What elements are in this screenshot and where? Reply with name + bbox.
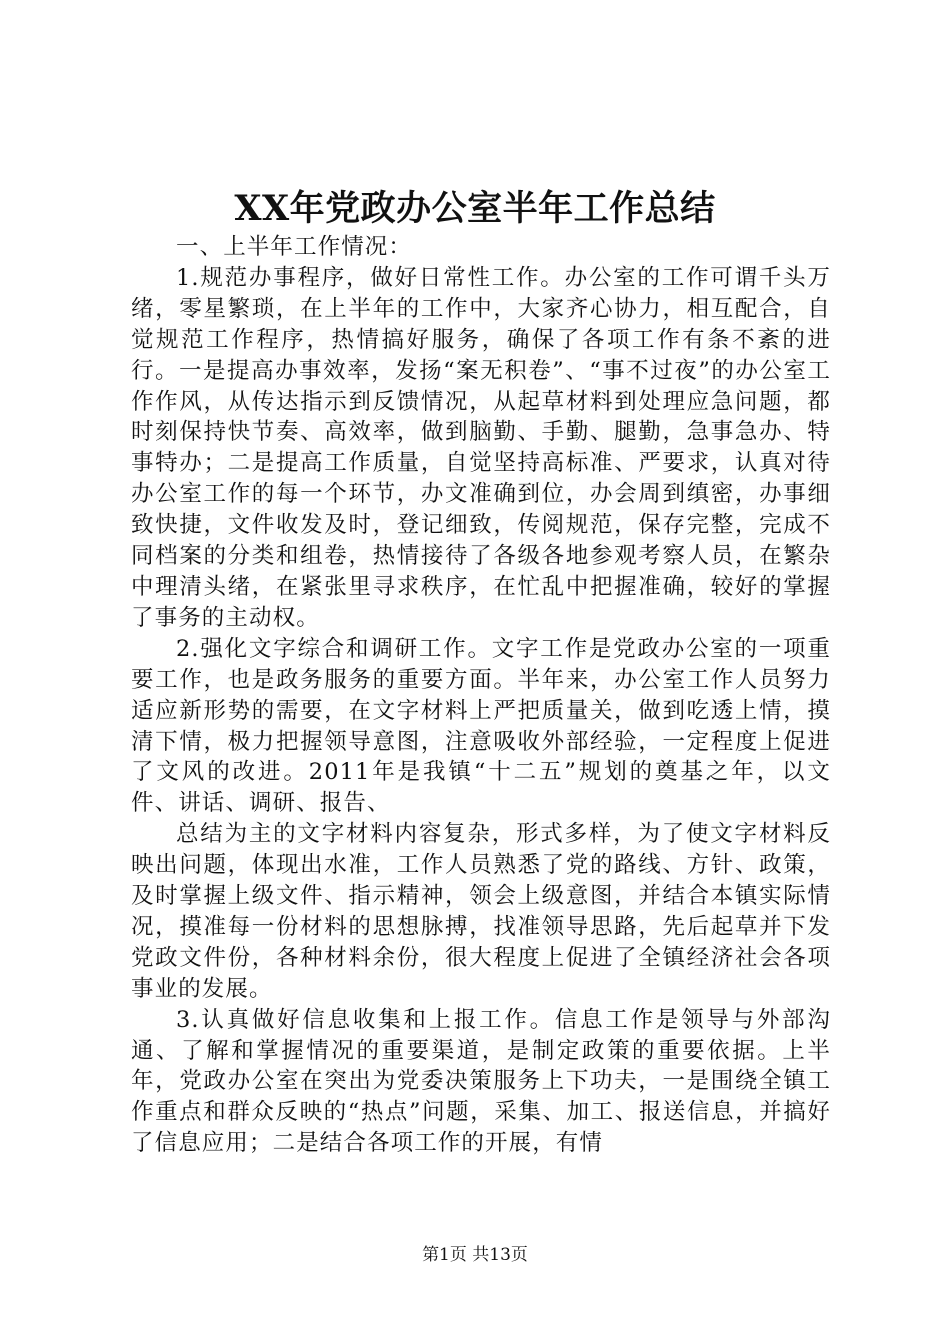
paragraph-3: 总结为主的文字材料内容复杂，形式多样，为了使文字材料反映出问题，体现出水准，工作人员熟悉了党的路线、方针、政策，及时掌握上级文件、指示精神，领会上级意图，并结合本镇实际情况，摸准每一份材料的思想脉搏，找准领导思路，先后起草并下发党政文件份，各种材料余份，很大程度上促进了全镇经济社会各项事业的发展。	[131, 821, 831, 1002]
document-title: XX年党政办公室半年工作总结	[234, 188, 716, 229]
page-number-footer: 第1页 共13页	[422, 1245, 528, 1265]
section-heading: 一、上半年工作情况：	[176, 234, 413, 260]
document-body	[131, 232, 831, 1159]
paragraph-2: 2.强化文字综合和调研工作。文字工作是党政办公室的一项重要工作，也是政务服务的重要方面。半年来，办公室工作人员努力适应新形势的需要，在文字材料上严把质量关，做到吃透上情，摸清下情，极力把握领导意图，注意吸收外部经验，一定程度上促进了文风的改进。2011年是我镇“十二五”规划的奠基之年，以文件、讲话、调研、报告、	[131, 635, 831, 817]
paragraph-4: 3.认真做好信息收集和上报工作。信息工作是领导与外部沟通、了解和掌握情况的重要渠道，是制定政策的重要依据。上半年，党政办公室在突出为党委决策服务上下功夫，一是围绕全镇工作重点和群众反映的“热点”问题，采集、加工、报送信息，并搞好了信息应用；二是结合各项工作的开展，有情	[131, 1006, 831, 1157]
paragraph-1: 1.规范办事程序，做好日常性工作。办公室的工作可谓千头万绪，零星繁琐，在上半年的工作中，大家齐心协力，相互配合，自觉规范工作程序，热情搞好服务，确保了各项工作有条不紊的进行。一是提高办事效率，发扬“案无积卷”、“事不过夜”的办公室工作作风，从传达指示到反馈情况，从起草材料到处理应急问题，都时刻保持快节奏、高效率，做到脑勤、手勤、腿勤，急事急办、特事特办；二是提高工作质量，自觉坚持高标准、严要求，认真对待办公室工作的每一个环节，办文准确到位，办会周到缜密，办事细致快捷，文件收发及时，登记细致，传阅规范，保存完整，完成不同档案的分类和组卷，热情接待了各级各地参观考察人员，在繁杂中理清头绪，在紧张里寻求秩序，在忙乱中把握准确，较好的掌握了事务的主动权。	[131, 264, 831, 631]
